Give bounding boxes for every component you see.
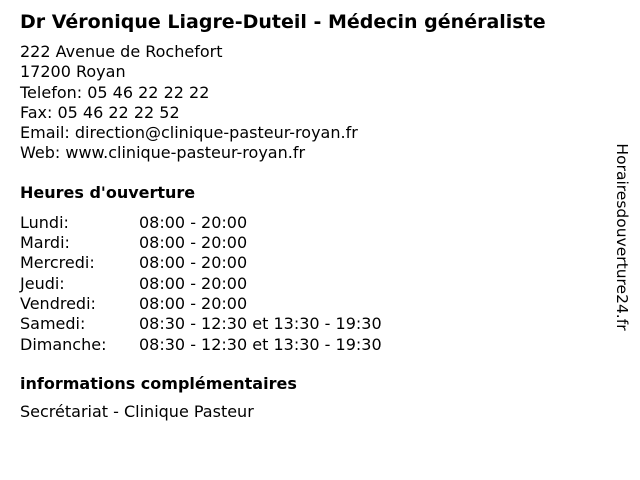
time-value: 08:30 - 12:30 et 13:30 - 19:30: [139, 314, 382, 334]
city-postcode: 17200 Royan: [20, 62, 126, 82]
page-title: Dr Véronique Liagre-Duteil - Médecin généraliste: [20, 11, 546, 33]
opening-hours-heading: Heures d'ouverture: [20, 182, 196, 202]
contact-block: [20, 42, 600, 164]
day-label: Dimanche:: [20, 334, 107, 354]
time-value: 08:00 - 20:00: [139, 233, 248, 253]
street-address: 222 Avenue de Rochefort: [20, 42, 223, 61]
day-label: Jeudi:: [20, 273, 65, 293]
time-value: 08:30 - 12:30 et 13:30 - 19:30: [139, 334, 382, 354]
hours-row-thursday: [20, 274, 382, 294]
opening-hours-table: [20, 213, 382, 355]
hours-row-tuesday: [20, 233, 382, 253]
watermark: Horairesdouverture24.fr: [613, 143, 631, 331]
time-value: 08:00 - 20:00: [139, 293, 248, 313]
day-label: Lundi:: [20, 212, 69, 232]
practice-card: [20, 10, 600, 422]
day-label: Mercredi:: [20, 253, 95, 273]
additional-info-heading: informations complémentaires: [20, 373, 297, 393]
email-address: Email: direction@clinique-pasteur-royan.fr: [20, 123, 358, 143]
time-value: 08:00 - 20:00: [139, 253, 248, 273]
hours-row-saturday: [20, 314, 382, 334]
additional-info-text: Secrétariat - Clinique Pasteur: [20, 401, 254, 421]
fax-number: Fax: 05 46 22 22 52: [20, 102, 180, 122]
hours-row-sunday: [20, 335, 382, 355]
time-value: 08:00 - 20:00: [139, 212, 248, 232]
day-label: Mardi:: [20, 233, 70, 253]
day-label: Samedi:: [20, 314, 86, 334]
hours-row-friday: [20, 294, 382, 314]
phone-number: Telefon: 05 46 22 22 22: [20, 82, 210, 102]
hours-row-monday: [20, 213, 382, 233]
website: Web: www.clinique-pasteur-royan.fr: [20, 143, 306, 163]
day-label: Vendredi:: [20, 293, 96, 313]
hours-row-wednesday: [20, 253, 382, 273]
time-value: 08:00 - 20:00: [139, 273, 248, 293]
